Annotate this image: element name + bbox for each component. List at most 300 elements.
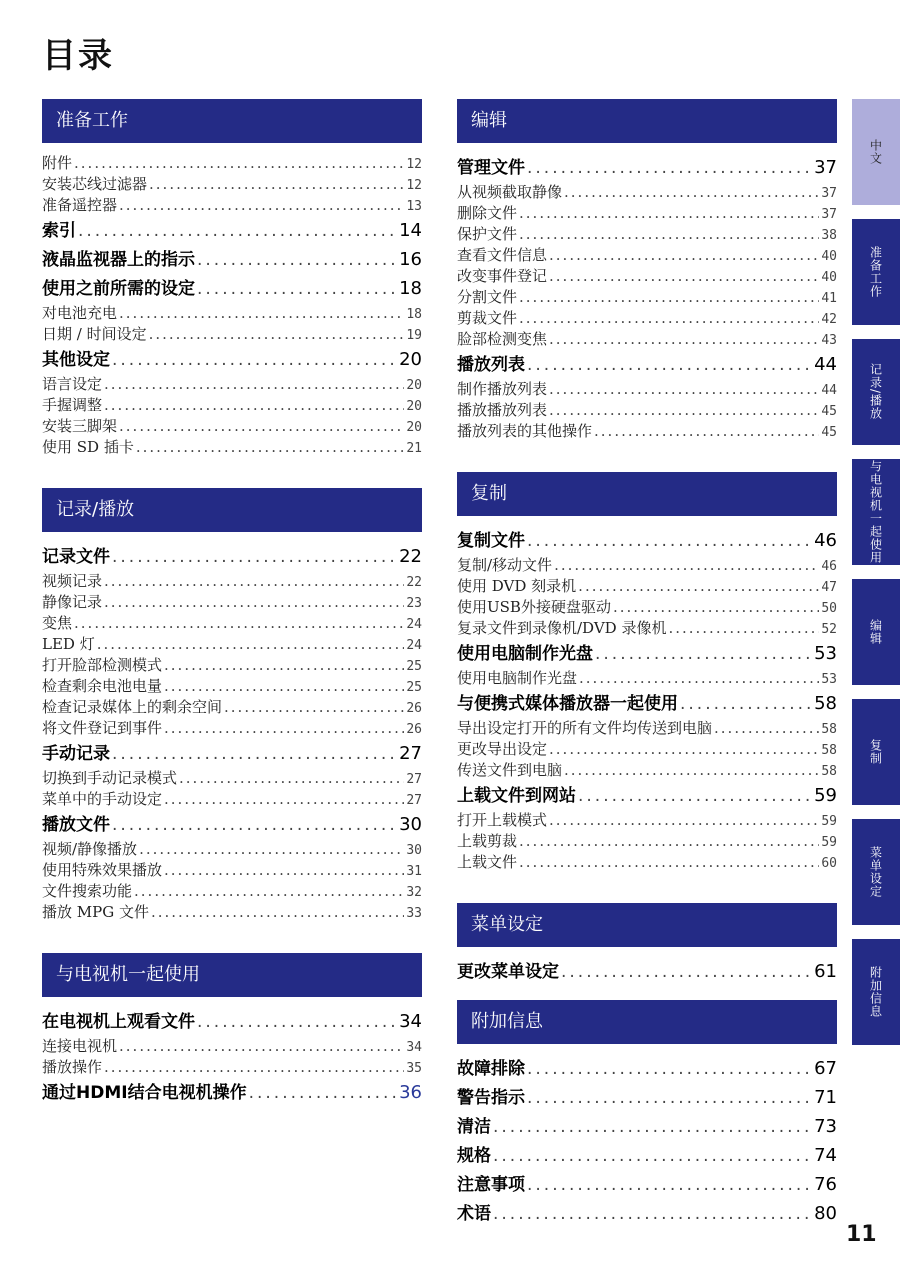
- section-entries: [457, 143, 837, 442]
- toc-entry[interactable]: [457, 852, 837, 873]
- entry-page: 12: [406, 178, 422, 193]
- entry-page: 61: [814, 961, 837, 982]
- entry-page: 36: [399, 1082, 422, 1103]
- toc-entry[interactable]: [42, 902, 422, 923]
- entry-label: 其他设定: [42, 350, 110, 370]
- dot-leader: [549, 739, 819, 760]
- dot-leader: [104, 571, 404, 592]
- entry-page: 59: [814, 785, 837, 806]
- section-header[interactable]: 记录/播放: [42, 488, 422, 532]
- entry-label: 手动记录: [42, 744, 110, 764]
- entry-label: 静像记录: [42, 593, 103, 611]
- toc-entry[interactable]: [457, 421, 837, 442]
- entry-page: 13: [406, 199, 422, 214]
- entry-label: 更改菜单设定: [457, 962, 559, 982]
- entry-page: 24: [406, 617, 422, 632]
- section-entries: [457, 516, 837, 873]
- section-header[interactable]: 附加信息: [457, 1000, 837, 1044]
- toc-entry[interactable]: [42, 1078, 422, 1107]
- toc-entry[interactable]: [42, 634, 422, 655]
- dot-leader: [197, 275, 397, 303]
- toc-section: [42, 953, 422, 1107]
- section-spacer: [457, 442, 837, 472]
- side-tab-preparation[interactable]: [852, 219, 900, 325]
- toc-section: [457, 1000, 837, 1228]
- entry-page: 22: [399, 546, 422, 567]
- entry-label: 删除文件: [457, 204, 518, 222]
- toc-entry[interactable]: [42, 718, 422, 739]
- dot-leader: [104, 1057, 404, 1078]
- entry-label: 使用电脑制作光盘: [457, 644, 593, 664]
- dot-leader: [179, 768, 404, 789]
- entry-label: 视频记录: [42, 572, 103, 590]
- toc-entry[interactable]: [457, 810, 837, 831]
- dot-leader: [119, 195, 404, 216]
- entry-label: 检查剩余电池电量: [42, 677, 163, 695]
- entry-label: 从视频截取静像: [457, 183, 563, 201]
- entry-label: 菜单中的手动设定: [42, 790, 163, 808]
- entry-label: 打开上载模式: [457, 811, 548, 829]
- side-tab-tv[interactable]: [852, 459, 900, 565]
- entry-label: 变焦: [42, 614, 73, 632]
- dot-leader: [578, 576, 819, 597]
- toc-entry[interactable]: [42, 395, 422, 416]
- entry-label: 播放列表的其他操作: [457, 422, 593, 440]
- dot-leader: [119, 416, 404, 437]
- entry-page: 33: [406, 906, 422, 921]
- section-header[interactable]: 菜单设定: [457, 903, 837, 947]
- dot-leader: [78, 217, 397, 245]
- toc-entry[interactable]: [457, 957, 837, 986]
- entry-label: 警告指示: [457, 1088, 525, 1108]
- dot-leader: [197, 246, 397, 274]
- dot-leader: [594, 421, 819, 442]
- entry-page: 20: [406, 420, 422, 435]
- entry-label: 制作播放列表: [457, 380, 548, 398]
- toc-entry[interactable]: [42, 345, 422, 374]
- entry-label: 连接电视机: [42, 1037, 118, 1055]
- section-header[interactable]: 与电视机一起使用: [42, 953, 422, 997]
- toc-entry[interactable]: [42, 655, 422, 676]
- dot-leader: [112, 346, 397, 374]
- toc-entry[interactable]: [42, 739, 422, 768]
- toc-entry[interactable]: [42, 416, 422, 437]
- entry-label: 复制/移动文件: [457, 556, 553, 574]
- side-tab-additional-info[interactable]: [852, 939, 900, 1045]
- entry-page: 12: [406, 157, 422, 172]
- toc-entry[interactable]: [457, 760, 837, 781]
- toc-section: [457, 472, 837, 873]
- toc-entry[interactable]: [457, 526, 837, 555]
- entry-page: 30: [406, 843, 422, 858]
- entry-label: 对电池充电: [42, 304, 118, 322]
- toc-entry[interactable]: [457, 718, 837, 739]
- dot-leader: [104, 374, 404, 395]
- dot-leader: [134, 881, 404, 902]
- toc-entry[interactable]: [42, 374, 422, 395]
- toc-entry[interactable]: [42, 174, 422, 195]
- side-tab-record-playback[interactable]: [852, 339, 900, 445]
- toc-entry[interactable]: [42, 1007, 422, 1036]
- toc-entry[interactable]: [457, 308, 837, 329]
- dot-leader: [554, 555, 819, 576]
- entry-page: 43: [821, 333, 837, 348]
- dot-leader: [164, 860, 404, 881]
- section-spacer: [42, 923, 422, 953]
- side-tab-bar: [852, 99, 900, 1059]
- dot-leader: [74, 613, 404, 634]
- dot-leader: [549, 379, 819, 400]
- entry-page: 31: [406, 864, 422, 879]
- dot-leader: [519, 831, 819, 852]
- entry-page: 37: [814, 157, 837, 178]
- toc-entry[interactable]: [457, 639, 837, 668]
- entry-label: 视频/静像播放: [42, 840, 138, 858]
- toc-entry[interactable]: [457, 597, 837, 618]
- side-tab-chinese[interactable]: [852, 99, 900, 205]
- toc-entry[interactable]: [457, 1199, 837, 1228]
- section-header[interactable]: 复制: [457, 472, 837, 516]
- toc-entry[interactable]: [457, 224, 837, 245]
- toc-entry[interactable]: [42, 303, 422, 324]
- dot-leader: [564, 760, 819, 781]
- toc-entry[interactable]: [42, 860, 422, 881]
- side-tab-label: 菜单设定: [868, 846, 883, 898]
- section-entries: [42, 143, 422, 458]
- entry-page: 58: [814, 693, 837, 714]
- toc-entry[interactable]: [457, 287, 837, 308]
- entry-page: 37: [821, 186, 837, 201]
- toc-entry[interactable]: [42, 1057, 422, 1078]
- toc-entry[interactable]: [42, 274, 422, 303]
- toc-section: [42, 488, 422, 923]
- page-number: 11: [846, 1222, 877, 1247]
- entry-label: LED 灯: [42, 635, 95, 653]
- dot-leader: [224, 697, 404, 718]
- section-entries: [42, 532, 422, 923]
- toc-entry[interactable]: [42, 839, 422, 860]
- toc-entry[interactable]: [42, 697, 422, 718]
- entry-label: 上载文件到网站: [457, 786, 576, 806]
- toc-entry[interactable]: [457, 1083, 837, 1112]
- entry-page: 53: [821, 672, 837, 687]
- dot-leader: [519, 203, 819, 224]
- toc-entry[interactable]: [42, 1036, 422, 1057]
- entry-page: 37: [821, 207, 837, 222]
- side-tab-edit[interactable]: [852, 579, 900, 685]
- dot-leader: [564, 182, 819, 203]
- dot-leader: [561, 958, 812, 986]
- toc-entry[interactable]: [457, 689, 837, 718]
- toc-entry[interactable]: [457, 1112, 837, 1141]
- entry-page: 25: [406, 680, 422, 695]
- entry-page: 53: [814, 643, 837, 664]
- entry-page: 74: [814, 1145, 837, 1166]
- dot-leader: [136, 437, 405, 458]
- entry-page: 44: [821, 383, 837, 398]
- toc-entry[interactable]: [457, 400, 837, 421]
- entry-page: 47: [821, 580, 837, 595]
- side-tab-label: 与电视机一起使用: [868, 460, 883, 564]
- entry-page: 41: [821, 291, 837, 306]
- dot-leader: [549, 245, 819, 266]
- toc-entry[interactable]: [457, 576, 837, 597]
- entry-page: 34: [406, 1040, 422, 1055]
- toc-entry[interactable]: [457, 266, 837, 287]
- dot-leader: [519, 224, 819, 245]
- side-tab-label: 记录/播放: [868, 363, 883, 421]
- entry-page: 21: [406, 441, 422, 456]
- dot-leader: [112, 740, 397, 768]
- entry-page: 46: [821, 559, 837, 574]
- toc-entry[interactable]: [42, 437, 422, 458]
- dot-leader: [151, 902, 404, 923]
- entry-page: 73: [814, 1116, 837, 1137]
- side-tab-label: 附加信息: [868, 966, 883, 1018]
- dot-leader: [549, 329, 819, 350]
- dot-leader: [527, 527, 812, 555]
- toc-entry[interactable]: [457, 245, 837, 266]
- toc-entry[interactable]: [42, 810, 422, 839]
- entry-label: 注意事项: [457, 1175, 525, 1195]
- dot-leader: [164, 676, 404, 697]
- entry-label: 清洁: [457, 1117, 491, 1137]
- dot-leader: [119, 1036, 404, 1057]
- dot-leader: [519, 287, 819, 308]
- toc-entry[interactable]: [457, 781, 837, 810]
- entry-label: 分割文件: [457, 288, 518, 306]
- toc-entry[interactable]: [42, 245, 422, 274]
- entry-page: 40: [821, 249, 837, 264]
- section-header[interactable]: 编辑: [457, 99, 837, 143]
- toc-entry[interactable]: [457, 153, 837, 182]
- toc-entry[interactable]: [457, 203, 837, 224]
- dot-leader: [527, 1055, 812, 1083]
- toc-entry[interactable]: [457, 618, 837, 639]
- toc-entry[interactable]: [42, 571, 422, 592]
- entry-label: 通过HDMI结合电视机操作: [42, 1083, 247, 1103]
- section-entries: [42, 997, 422, 1107]
- entry-label: 安装芯线过滤器: [42, 175, 148, 193]
- toc-entry[interactable]: [457, 668, 837, 689]
- entry-label: 保护文件: [457, 225, 518, 243]
- entry-page: 14: [399, 220, 422, 241]
- entry-label: 改变事件登记: [457, 267, 548, 285]
- dot-leader: [668, 618, 819, 639]
- entry-label: 管理文件: [457, 158, 525, 178]
- toc-entry[interactable]: [457, 350, 837, 379]
- dot-leader: [549, 810, 819, 831]
- dot-leader: [714, 718, 819, 739]
- dot-leader: [149, 174, 404, 195]
- entry-label: 切换到手动记录模式: [42, 769, 178, 787]
- entry-label: 附件: [42, 154, 73, 172]
- dot-leader: [139, 839, 404, 860]
- dot-leader: [97, 634, 405, 655]
- entry-page: 19: [406, 328, 422, 343]
- toc-entry[interactable]: [457, 1141, 837, 1170]
- entry-label: 播放 MPG 文件: [42, 903, 149, 921]
- entry-page: 58: [821, 722, 837, 737]
- entry-page: 52: [821, 622, 837, 637]
- entry-label: 导出设定打开的所有文件均传送到电脑: [457, 719, 713, 737]
- entry-label: 剪裁文件: [457, 309, 518, 327]
- entry-page: 27: [406, 793, 422, 808]
- entry-label: 播放播放列表: [457, 401, 548, 419]
- entry-label: 打开脸部检测模式: [42, 656, 163, 674]
- section-spacer: [457, 873, 837, 903]
- toc-right-column: [457, 99, 837, 1228]
- dot-leader: [579, 668, 819, 689]
- toc-entry[interactable]: [42, 216, 422, 245]
- entry-page: 60: [821, 856, 837, 871]
- toc-section: [42, 99, 422, 458]
- entry-label: 使用特殊效果播放: [42, 861, 163, 879]
- dot-leader: [527, 351, 812, 379]
- entry-page: 50: [821, 601, 837, 616]
- dot-leader: [112, 543, 397, 571]
- entry-page: 45: [821, 404, 837, 419]
- dot-leader: [164, 718, 404, 739]
- entry-label: 播放操作: [42, 1058, 103, 1076]
- entry-page: 45: [821, 425, 837, 440]
- entry-page: 38: [821, 228, 837, 243]
- dot-leader: [549, 266, 819, 287]
- entry-label: 传送文件到电脑: [457, 761, 563, 779]
- toc-entry[interactable]: [457, 1054, 837, 1083]
- entry-page: 23: [406, 596, 422, 611]
- dot-leader: [149, 324, 405, 345]
- dot-leader: [164, 655, 404, 676]
- toc-section: [457, 903, 837, 986]
- dot-leader: [578, 782, 812, 810]
- entry-label: 将文件登记到事件: [42, 719, 163, 737]
- toc-entry[interactable]: [42, 613, 422, 634]
- entry-page: 26: [406, 722, 422, 737]
- entry-label: 液晶监视器上的指示: [42, 250, 195, 270]
- entry-label: 更改导出设定: [457, 740, 548, 758]
- dot-leader: [249, 1079, 398, 1107]
- dot-leader: [197, 1008, 397, 1036]
- entry-page: 35: [406, 1061, 422, 1076]
- entry-page: 20: [399, 349, 422, 370]
- entry-page: 46: [814, 530, 837, 551]
- dot-leader: [549, 400, 819, 421]
- entry-page: 58: [821, 764, 837, 779]
- entry-page: 59: [821, 814, 837, 829]
- section-header[interactable]: 准备工作: [42, 99, 422, 143]
- entry-page: 27: [406, 772, 422, 787]
- side-tab-menu-settings[interactable]: [852, 819, 900, 925]
- entry-page: 80: [814, 1203, 837, 1224]
- entry-page: 32: [406, 885, 422, 900]
- dot-leader: [519, 852, 819, 873]
- dot-leader: [613, 597, 819, 618]
- dot-leader: [104, 592, 404, 613]
- section-entries: [457, 1044, 837, 1228]
- entry-label: 手握调整: [42, 396, 103, 414]
- entry-label: 脸部检测变焦: [457, 330, 548, 348]
- side-tab-label: 复制: [868, 739, 883, 765]
- entry-page: 44: [814, 354, 837, 375]
- toc-entry[interactable]: [42, 881, 422, 902]
- entry-page: 40: [821, 270, 837, 285]
- dot-leader: [527, 154, 812, 182]
- dot-leader: [519, 308, 819, 329]
- entry-label: 检查记录媒体上的剩余空间: [42, 698, 223, 716]
- entry-page: 24: [406, 638, 422, 653]
- entry-label: 复制文件: [457, 531, 525, 551]
- section-entries: [457, 947, 837, 986]
- toc-entry[interactable]: [457, 555, 837, 576]
- toc-left-column: [42, 99, 422, 1107]
- toc-entry[interactable]: [42, 324, 422, 345]
- toc-entry[interactable]: [42, 153, 422, 174]
- toc-entry[interactable]: [42, 676, 422, 697]
- toc-entry[interactable]: [457, 831, 837, 852]
- toc-entry[interactable]: [42, 768, 422, 789]
- entry-label: 使用 DVD 刻录机: [457, 577, 577, 595]
- entry-page: 26: [406, 701, 422, 716]
- entry-page: 42: [821, 312, 837, 327]
- entry-label: 日期 / 时间设定: [42, 325, 147, 343]
- toc-entry[interactable]: [457, 739, 837, 760]
- entry-label: 使用USB外接硬盘驱动: [457, 598, 611, 616]
- entry-label: 查看文件信息: [457, 246, 548, 264]
- entry-label: 使用 SD 插卡: [42, 438, 134, 456]
- toc-section: [457, 99, 837, 442]
- entry-page: 59: [821, 835, 837, 850]
- entry-page: 20: [406, 378, 422, 393]
- dot-leader: [527, 1084, 812, 1112]
- dot-leader: [527, 1171, 812, 1199]
- dot-leader: [493, 1113, 812, 1141]
- toc-entry[interactable]: [42, 592, 422, 613]
- entry-label: 准备遥控器: [42, 196, 118, 214]
- entry-page: 30: [399, 814, 422, 835]
- entry-label: 使用电脑制作光盘: [457, 669, 578, 687]
- entry-label: 索引: [42, 221, 76, 241]
- toc-entry[interactable]: [457, 182, 837, 203]
- toc-entry[interactable]: [42, 789, 422, 810]
- entry-label: 记录文件: [42, 547, 110, 567]
- entry-label: 语言设定: [42, 375, 103, 393]
- entry-page: 18: [399, 278, 422, 299]
- entry-label: 在电视机上观看文件: [42, 1012, 195, 1032]
- toc-entry[interactable]: [42, 195, 422, 216]
- entry-label: 与便携式媒体播放器一起使用: [457, 694, 678, 714]
- dot-leader: [112, 811, 397, 839]
- side-tab-copy[interactable]: [852, 699, 900, 805]
- entry-label: 规格: [457, 1146, 491, 1166]
- dot-leader: [493, 1142, 812, 1170]
- toc-entry[interactable]: [457, 1170, 837, 1199]
- dot-leader: [119, 303, 404, 324]
- section-spacer: [457, 986, 837, 1000]
- dot-leader: [493, 1200, 812, 1228]
- entry-page: 67: [814, 1058, 837, 1079]
- toc-entry[interactable]: [457, 379, 837, 400]
- toc-entry[interactable]: [457, 329, 837, 350]
- toc-entry[interactable]: [42, 542, 422, 571]
- entry-label: 播放文件: [42, 815, 110, 835]
- entry-label: 复录文件到录像机/DVD 录像机: [457, 619, 667, 637]
- entry-page: 18: [406, 307, 422, 322]
- dot-leader: [164, 789, 404, 810]
- entry-page: 58: [821, 743, 837, 758]
- entry-label: 播放列表: [457, 355, 525, 375]
- dot-leader: [104, 395, 404, 416]
